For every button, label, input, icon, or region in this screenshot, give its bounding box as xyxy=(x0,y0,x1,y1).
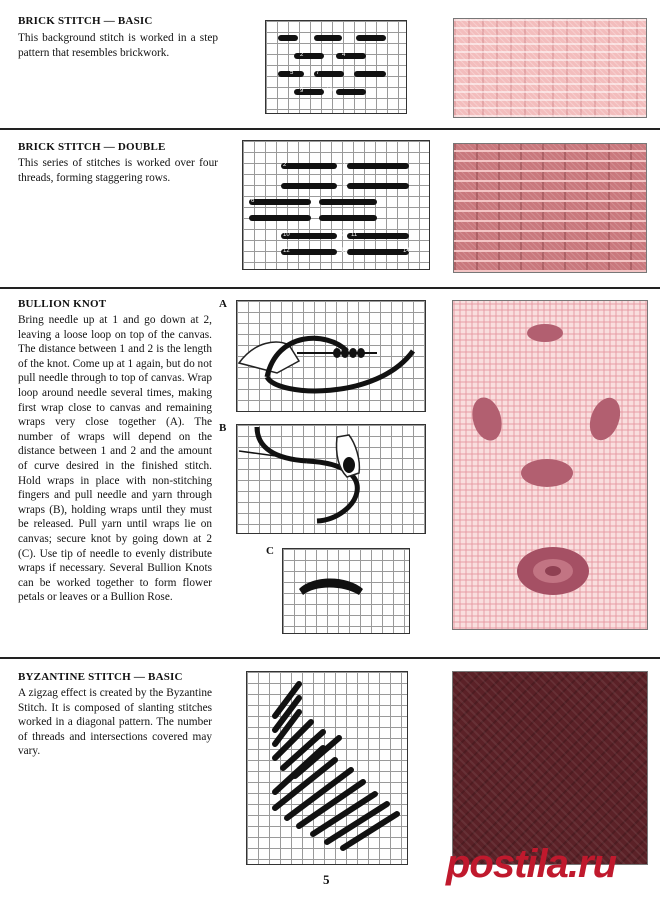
page-number: 5 xyxy=(323,872,330,887)
stitch-number: 2 xyxy=(300,52,304,58)
stitch xyxy=(294,89,324,95)
stitch-number: 1 xyxy=(343,162,347,168)
stitch xyxy=(319,199,377,205)
diagonal-stitches xyxy=(247,672,407,864)
diagram-label-b: B xyxy=(219,422,227,434)
bullion-knot-title: BULLION KNOT xyxy=(18,298,107,310)
stitch-number: 6 xyxy=(251,198,255,204)
byzantine-title: BYZANTINE STITCH — BASIC xyxy=(18,671,183,683)
bullion-diagram-a xyxy=(236,300,426,412)
stitch-number: 2 xyxy=(283,162,287,168)
stitch xyxy=(294,53,324,59)
brick-double-text: This series of stitches is worked over four threads, forming staggering rows. xyxy=(18,157,218,184)
stitch xyxy=(319,215,377,221)
stitch-number: 10 xyxy=(283,232,290,238)
stitch xyxy=(336,89,366,95)
stitch-number: 14 xyxy=(403,248,410,254)
stitch xyxy=(278,35,298,41)
pull-through-illustration xyxy=(237,425,425,533)
stitch-number: 11 xyxy=(351,232,358,238)
stitch xyxy=(281,183,337,189)
byzantine-text: A zigzag effect is created by the Byzantine Stitch. It is composed of slanting stitches worked in a diagonal pattern. The number of threads and intersections covered may vary. xyxy=(18,687,212,758)
section-divider xyxy=(0,657,660,659)
stitch-number: 8 xyxy=(313,214,317,220)
bullion-diagram-c xyxy=(282,548,410,634)
stitch-number: 7 xyxy=(316,70,320,76)
stitch-number: 5 xyxy=(290,70,294,76)
brick-basic-photo xyxy=(453,18,647,118)
brick-double-diagram xyxy=(242,140,430,270)
stitch-number: 12 xyxy=(283,248,290,254)
stitch xyxy=(347,183,409,189)
stitch-number: 3 xyxy=(343,182,347,188)
stitch-number: 9 xyxy=(300,88,304,94)
stitch-number: 9 xyxy=(341,232,345,238)
stitch xyxy=(347,249,409,255)
diagram-label-a: A xyxy=(219,298,227,310)
bullion-knots-shapes xyxy=(453,301,647,629)
bullion-knot-photo xyxy=(452,300,648,630)
stitch-number: 5 xyxy=(313,198,317,204)
brick-basic-diagram xyxy=(265,20,407,114)
stitch-number: 13 xyxy=(341,248,348,254)
brick-basic-title: BRICK STITCH — BASIC xyxy=(18,15,153,27)
watermark-logo: postila.ru xyxy=(446,842,617,886)
stitch xyxy=(356,35,386,41)
bullion-diagram-b xyxy=(236,424,426,534)
diagram-label-c: C xyxy=(266,545,274,557)
section-divider xyxy=(0,128,660,130)
brick-double-photo xyxy=(453,143,647,273)
byzantine-diagram xyxy=(246,671,408,865)
stitch-number: 4 xyxy=(342,52,346,58)
stitch xyxy=(281,163,337,169)
needle-loop-illustration xyxy=(237,301,425,411)
stitch xyxy=(354,71,386,77)
brick-basic-text: This background stitch is worked in a step pattern that resembles brickwork. xyxy=(18,32,218,59)
stitch xyxy=(314,35,342,41)
stitch xyxy=(336,53,366,59)
byzantine-photo xyxy=(452,671,648,865)
stitch-number: 10 xyxy=(326,88,333,94)
finished-knot-illustration xyxy=(283,549,409,633)
stitch xyxy=(347,163,409,169)
stitch xyxy=(249,199,311,205)
brick-double-title: BRICK STITCH — DOUBLE xyxy=(18,141,166,153)
stitch xyxy=(249,215,311,221)
section-divider xyxy=(0,287,660,289)
bullion-knot-text: Bring needle up at 1 and go down at 2, leaving a loose loop on top of the canvas. The distance between 1 and 2 is the length of the knot. Come up at 1 again, but do not pull needle through to top of canvas. Wrap loop around needle several times, making first wrap close to canvas and remaining wraps very close together (A). The number of wraps will depend on the distance between 1 and 2 and the amount of curve desired in the finished stitch. Hold wraps in place with non-stitching fingers and pull needle and yarn through wraps (B), holding wraps until they must be released. Pull yarn until wraps lie on canvas; secure knot by going down at 2 (C). Use tip of needle to evenly distribute wraps if necessary. Several Bullion Knots can be worked together to form flower petals or leaves or a Bullion Rose. xyxy=(18,314,212,604)
